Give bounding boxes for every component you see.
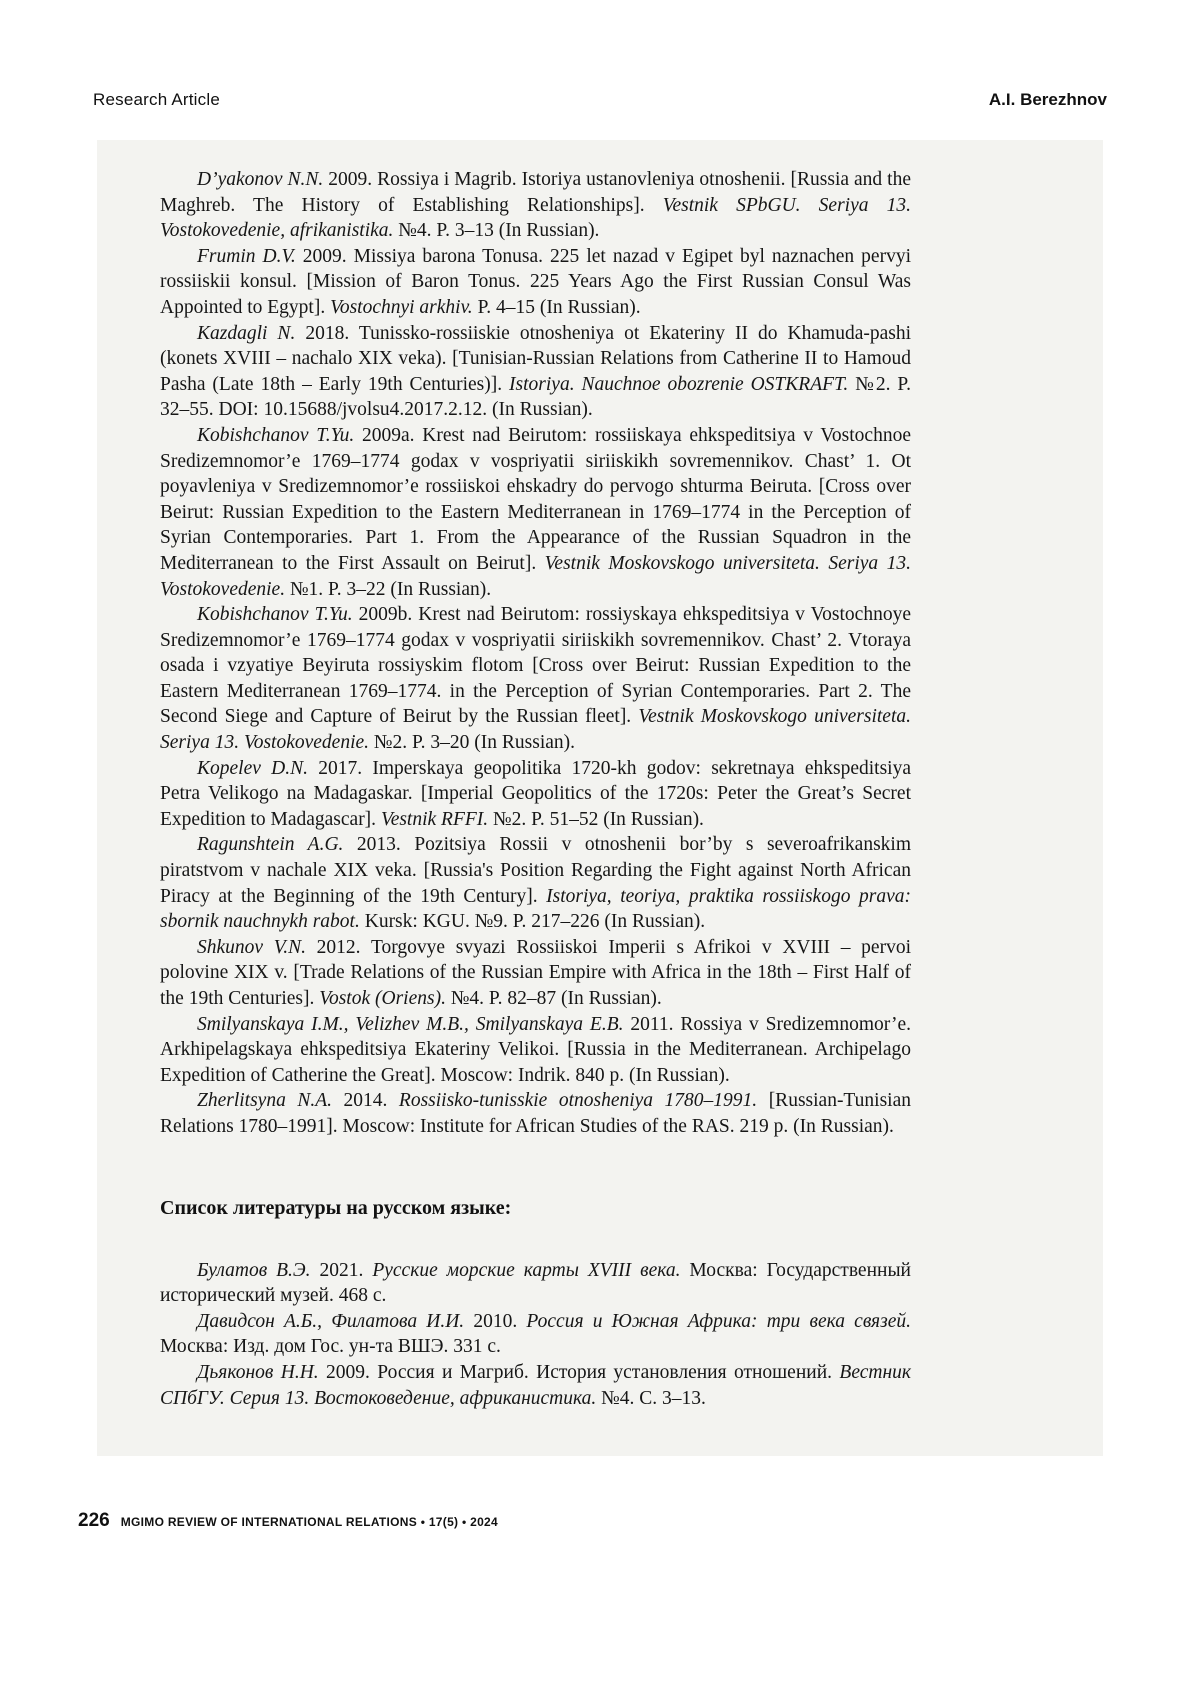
page-footer <box>78 1510 498 1532</box>
reference-text-segment: №2. P. 32–55. DOI: 10.15688/jvolsu4.2017.2.12. (In Russian). <box>160 373 911 421</box>
author-name: A.I. Berezhnov <box>988 90 1107 109</box>
reference-entry <box>160 1258 911 1309</box>
reference-text-segment: Smilyanskaya I.M., Velizhev M.B., Smilyanskaya E.B. <box>197 1013 624 1035</box>
reference-text-segment: №4. P. 3–13 (In Russian). <box>393 220 600 242</box>
reference-entry <box>160 423 911 602</box>
reference-entry <box>160 1012 911 1089</box>
reference-text-segment: Rossiisko-tunisskie otnosheniya 1780–1991. <box>398 1090 758 1112</box>
reference-text-segment: D’yakonov N.N. <box>197 169 324 190</box>
page-number: 226 <box>78 1510 110 1531</box>
reference-text-segment: №2. P. 3–20 (In Russian). <box>369 732 576 754</box>
reference-text-segment: P. 4–15 (In Russian). <box>472 296 641 318</box>
reference-text-segment: Дьяконов Н.Н. <box>197 1361 319 1383</box>
reference-text-segment: Kazdagli N. <box>197 322 296 344</box>
reference-text-segment: Москва: Изд. дом Гос. ун-та ВШЭ. 331 с. <box>160 1336 501 1358</box>
reference-text-segment: 2012. Torgovye svyazi Rossiiskoi Imperii s Afrikoi v XVIII – pervoi polovine XIX v. [Trade Relations of the Russian Empire with Africa in the 18th – First Half of the 19th Centuries]. <box>160 936 911 1009</box>
reference-text-segment: Vestnik RFFI. <box>380 808 489 830</box>
reference-text-segment: Булатов В.Э. <box>197 1259 311 1281</box>
section-heading-russian: Список литературы на русском языке: <box>160 1196 512 1219</box>
reference-entry <box>160 602 911 756</box>
reference-entry <box>160 167 911 244</box>
reference-text-segment: Ragunshtein A.G. <box>197 834 344 856</box>
reference-text-segment: №2. P. 51–52 (In Russian). <box>488 808 704 830</box>
reference-text-segment: Vostok (Oriens). <box>319 988 446 1009</box>
reference-text-segment: 2009. Missiya barona Tonusa. 225 let nazad v Egipet byl naznachen pervyi rossiiskii konsul. [Mission of Baron Tonus. 225 Years Ago the First Russian Consul Was Appointed to Egypt]. <box>160 245 911 318</box>
reference-text-segment: №4. С. 3–13. <box>596 1387 706 1409</box>
reference-text-segment: Москва: Государственный исторический музей. 468 с. <box>160 1259 911 1307</box>
reference-text-segment: Shkunov V.N. <box>197 936 306 958</box>
references-panel <box>97 140 1103 1456</box>
reference-text-segment: 2018. Tunissko-rossiiskie otnosheniya ot Ekateriny II do Khamuda-pashi (konets XVIII – nachalo XIX veka). [Tunisian-Russian Relations from Catherine II to Hamoud Pasha (Late 18th – Early 19th Centuries)]. <box>160 322 912 395</box>
reference-text-segment: Kursk: KGU. №9. P. 217–226 (In Russian). <box>359 911 706 933</box>
reference-text-segment: Россия и Южная Африка: три века связей. <box>526 1310 911 1332</box>
reference-text-segment: Istoriya. Nauchnoe obozrenie OSTKRAFT. <box>509 373 849 395</box>
reference-text-segment: Vostochnyi arkhiv. <box>330 296 473 318</box>
references-english-list <box>160 167 911 1140</box>
reference-text-segment: 2009. Россия и Магриб. История установления отношений. <box>318 1361 840 1383</box>
reference-entry <box>160 244 911 321</box>
reference-text-segment: Kobishchanov T.Yu. <box>197 604 353 626</box>
reference-entry <box>160 321 911 423</box>
reference-text-segment: Vestnik Moskovskogo universiteta. Seriya 13. Vostokovedenie. <box>160 706 912 754</box>
reference-entry <box>160 756 911 833</box>
reference-text-segment: Istoriya, teoriya, praktika rossiiskogo prava: sbornik nauchnykh rabot. <box>160 885 911 933</box>
reference-text-segment: Русские морские карты XVIII века. <box>372 1259 681 1281</box>
reference-text-segment: Frumin D.V. <box>197 245 296 267</box>
reference-text-segment: 2010. <box>464 1310 527 1332</box>
reference-entry <box>160 935 911 1012</box>
reference-text-segment: Давидсон А.Б., Филатова И.И. <box>197 1310 465 1332</box>
reference-text-segment: 2013. Pozitsiya Rossii v otnoshenii bor’by s severoafrikanskim piratstvom v nachale XIX veka. [Russia's Position Regarding the Fight against North African Piracy at the Beginning of the 19th Century]. <box>160 834 911 907</box>
reference-text-segment: №1. P. 3–22 (In Russian). <box>285 578 492 600</box>
reference-text-segment: Vestnik SPbGU. Seriya 13. Vostokovedenie, afrikanistika. <box>160 194 911 242</box>
reference-entry <box>160 1088 911 1139</box>
reference-entry <box>160 1309 911 1360</box>
reference-text-segment: Вестник СПбГУ. Серия 13. Востоковедение, африканистика. <box>160 1361 911 1409</box>
reference-text-segment: Kopelev D.N. <box>197 757 308 779</box>
article-type-label: Research Article <box>93 90 220 109</box>
references-russian-list <box>160 1258 911 1412</box>
reference-text-segment: Zherlitsyna N.A. <box>197 1090 333 1112</box>
reference-text-segment: №4. P. 82–87 (In Russian). <box>445 988 662 1009</box>
reference-entry <box>160 832 911 934</box>
reference-text-segment: 2009a. Krest nad Beirutom: rossiiskaya ehkspeditsiya v Vostochnoe Sredizemnomor’e 1769–1774 godax v vospriyatii siriiskikh sovremennikov. Chast’ 1. Ot poyavleniya v Sredizemnomor’e rossiiskoi ehskadry do pervogo shturma Beiruta. [Cross over Beirut: Russian Expedition to the Eastern Mediterranean in 1769–1774 in the Perception of Syrian Contemporaries. Part 1. From the Appearance of the Russian Squadron in the Mediterranean to the First Assault on Beirut]. <box>160 424 911 574</box>
reference-text-segment: 2021. <box>310 1259 373 1281</box>
reference-text-segment: 2014. <box>332 1090 399 1112</box>
page-header <box>93 90 1107 110</box>
reference-text-segment: 2009b. Krest nad Beirutom: rossiyskaya ehkspeditsiya v Vostochnoye Sredizemnomor’e 1769–1774 godax v vospriyatii siriiskikh sovremennikov. Chast’ 2. Vtoraya osada i vzyatiye Beyiruta rossiyskim flotom [Cross over Beirut: Russian Expedition to the Eastern Mediterranean 1769–1774. in the Perception of Syrian Contemporaries. Part 2. The Second Siege and Capture of Beirut by the Russian fleet]. <box>160 604 911 728</box>
reference-text-segment: [Russian-Tunisian Relations 1780–1991]. Moscow: Institute for African Studies of the RAS. 219 p. (In Russian). <box>160 1090 911 1137</box>
reference-text-segment: Kobishchanov T.Yu. <box>197 424 355 446</box>
reference-text-segment: 2017. Imperskaya geopolitika 1720-kh godov: sekretnaya ehkspeditsiya Petra Velikogo na Madagaskar. [Imperial Geopolitics of the 1720s: Peter the Great’s Secret Expedition to Madagascar]. <box>160 757 911 830</box>
reference-text-segment: Vestnik Moskovskogo universiteta. Seriya 13. Vostokovedenie. <box>160 552 911 600</box>
reference-text-segment: 2009. Rossiya i Magrib. Istoriya ustanovleniya otnoshenii. [Russia and the Maghreb. The History of Establishing Relationships]. <box>160 169 911 216</box>
journal-title-line: MGIMO REVIEW OF INTERNATIONAL RELATIONS • 17(5) • 2024 <box>120 1515 499 1529</box>
reference-text-segment: 2011. Rossiya v Sredizemnomor’e. Arkhipelagskaya ehkspeditsiya Ekateriny Velikoi. [Russia in the Mediterranean. Archipelago Expedition of Catherine the Great]. Moscow: Indrik. 840 p. (In Russian). <box>160 1013 911 1086</box>
reference-entry <box>160 1360 911 1411</box>
